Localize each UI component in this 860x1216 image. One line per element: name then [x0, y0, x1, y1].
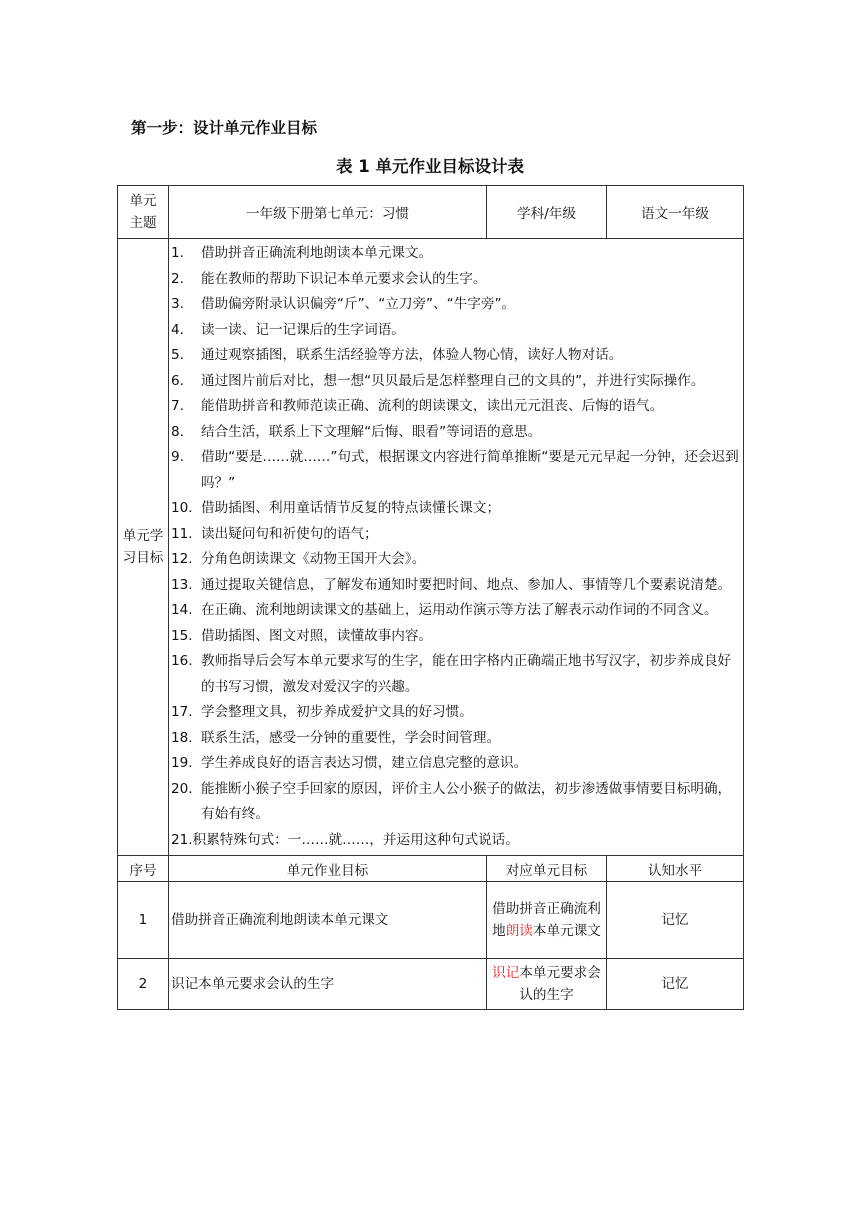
step-heading: 第一步：设计单元作业目标	[131, 119, 318, 137]
col-seq-header: 序号	[118, 856, 169, 882]
goal-text: 读一读、记一记课后的生字词语。	[201, 321, 405, 338]
list-item	[169, 267, 741, 293]
unit-goal-table	[117, 185, 744, 1010]
row-cognitive: 记忆	[607, 882, 744, 959]
goal-text: 能推断小猴子空手回家的原因，评价主人公小猴子的做法，初步渗透做事情要目标明确，有始有终。	[201, 780, 732, 822]
unit-theme-value: 一年级下册第七单元：习惯	[169, 186, 487, 239]
list-item	[169, 241, 741, 267]
table-row	[118, 882, 744, 959]
list-item	[169, 547, 741, 573]
list-item	[169, 292, 741, 318]
goal-number: 20.	[171, 780, 193, 797]
goal-number: 19.	[171, 755, 193, 771]
goal-number: 9.	[171, 449, 184, 465]
learning-goals-list	[169, 239, 744, 856]
row-cognitive: 记忆	[607, 959, 744, 1010]
goal-number: 3.	[171, 296, 184, 312]
list-item	[169, 445, 741, 496]
goal-text: 借助“要是……就……”句式，根据课文内容进行简单推断“要是元元早起一分钟，还会迟到吗？”	[201, 449, 739, 491]
goal-number: 7.	[171, 398, 184, 414]
goal-text: 通过观察插图，联系生活经验等方法，体验人物心情，读好人物对话。	[201, 347, 623, 363]
list-item	[169, 777, 741, 828]
goal-number: 6.	[171, 372, 184, 389]
list-item	[169, 420, 741, 446]
goal-text: 借助拼音正确流利地朗读本单元课文。	[201, 245, 433, 261]
list-item	[169, 700, 741, 726]
table-row	[118, 959, 744, 1010]
goal-text: 通过提取关键信息，了解发布通知时要把时间、地点、参加人、事情等几个要素说清楚。	[201, 576, 732, 593]
goal-text: 积累特殊句式：一……就……，并运用这种句式说话。	[192, 831, 519, 848]
row-unit-goal: 借助拼音正确流利地朗读本单元课文	[487, 882, 607, 959]
goal-number: 17.	[171, 704, 193, 720]
list-item	[169, 649, 741, 700]
row-unit-goal: 识记本单元要求会认的生字	[487, 959, 607, 1010]
list-item	[169, 598, 741, 624]
col-cognitive-header: 认知水平	[607, 856, 744, 882]
goal-number: 1.	[171, 245, 184, 261]
row-homework-goal: 识记本单元要求会认的生字	[169, 959, 487, 1010]
list-item	[169, 496, 741, 522]
col-unit-goal-header: 对应单元目标	[487, 856, 607, 882]
subject-grade-value: 语文一年级	[607, 186, 744, 239]
goal-text: 借助插图、利用童话情节反复的特点读懂长课文；	[201, 500, 501, 516]
goal-number: 13.	[171, 576, 193, 593]
list-item	[169, 624, 741, 650]
list-item	[169, 522, 741, 548]
goal-text: 借助插图、图文对照，读懂故事内容。	[201, 627, 433, 644]
column-header-row	[118, 856, 744, 882]
goal-number: 12.	[171, 551, 193, 567]
goal-number: 4.	[171, 321, 184, 338]
goal-number: 14.	[171, 602, 193, 618]
goal-text: 能在教师的帮助下识记本单元要求会认的生字。	[201, 270, 487, 287]
learning-goals-row	[118, 239, 744, 856]
goal-number: 21.	[171, 831, 193, 848]
list-item	[169, 751, 741, 777]
goal-number: 5.	[171, 347, 184, 363]
goal-text: 读出疑问句和祈使句的语气；	[201, 525, 378, 542]
goal-number: 10.	[171, 500, 193, 516]
unit-theme-label: 单元 主题	[118, 186, 169, 239]
goal-number: 11.	[171, 525, 193, 542]
list-item	[169, 726, 741, 752]
goal-number: 15.	[171, 627, 193, 644]
subject-grade-label: 学科/年级	[487, 186, 607, 239]
goal-text: 能借助拼音和教师范读正确、流利的朗读课文，读出元元沮丧、后悔的语气。	[201, 398, 664, 414]
goal-text: 联系生活，感受一分钟的重要性，学会时间管理。	[201, 729, 501, 746]
list-item	[169, 343, 741, 369]
highlight-text: 朗读	[505, 923, 533, 939]
goal-text: 学会整理文具，初步养成爱护文具的好习惯。	[201, 704, 473, 720]
row-homework-goal: 借助拼音正确流利地朗读本单元课文	[169, 882, 487, 959]
list-item	[169, 828, 741, 854]
goal-number: 16.	[171, 653, 193, 669]
row-seq: 2	[118, 959, 169, 1010]
list-item	[169, 369, 741, 395]
table-title: 表 1 单元作业目标设计表	[336, 157, 524, 176]
goal-number: 2.	[171, 270, 184, 287]
list-item	[169, 394, 741, 420]
goal-text: 教师指导后会写本单元要求写的生字，能在田字格内正确端正地书写汉字，初步养成良好的书写习惯，激发对爱汉字的兴趣。	[201, 653, 732, 695]
goal-text: 分角色朗读课文《动物王国开大会》。	[201, 551, 426, 567]
list-item	[169, 318, 741, 344]
goal-number: 8.	[171, 423, 184, 440]
list-item	[169, 573, 741, 599]
goal-text: 借助偏旁附录认识偏旁“斤”、“立刀旁”、“牛字旁”。	[201, 296, 516, 312]
goal-text: 学生养成良好的语言表达习惯，建立信息完整的意识。	[201, 755, 528, 771]
unit-theme-row	[118, 186, 744, 239]
highlight-text: 识记	[492, 965, 520, 981]
goal-text: 通过图片前后对比，想一想“贝贝最后是怎样整理自己的文具的”，并进行实际操作。	[201, 372, 705, 389]
col-homework-goal-header: 单元作业目标	[169, 856, 487, 882]
goal-text: 结合生活，联系上下文理解“后悔、眼看”等词语的意思。	[201, 423, 542, 440]
row-seq: 1	[118, 882, 169, 959]
learning-goals-label: 单元学 习目标	[118, 239, 169, 856]
goal-number: 18.	[171, 729, 193, 746]
goal-text: 在正确、流利地朗读课文的基础上，运用动作演示等方法了解表示动作词的不同含义。	[201, 602, 718, 618]
